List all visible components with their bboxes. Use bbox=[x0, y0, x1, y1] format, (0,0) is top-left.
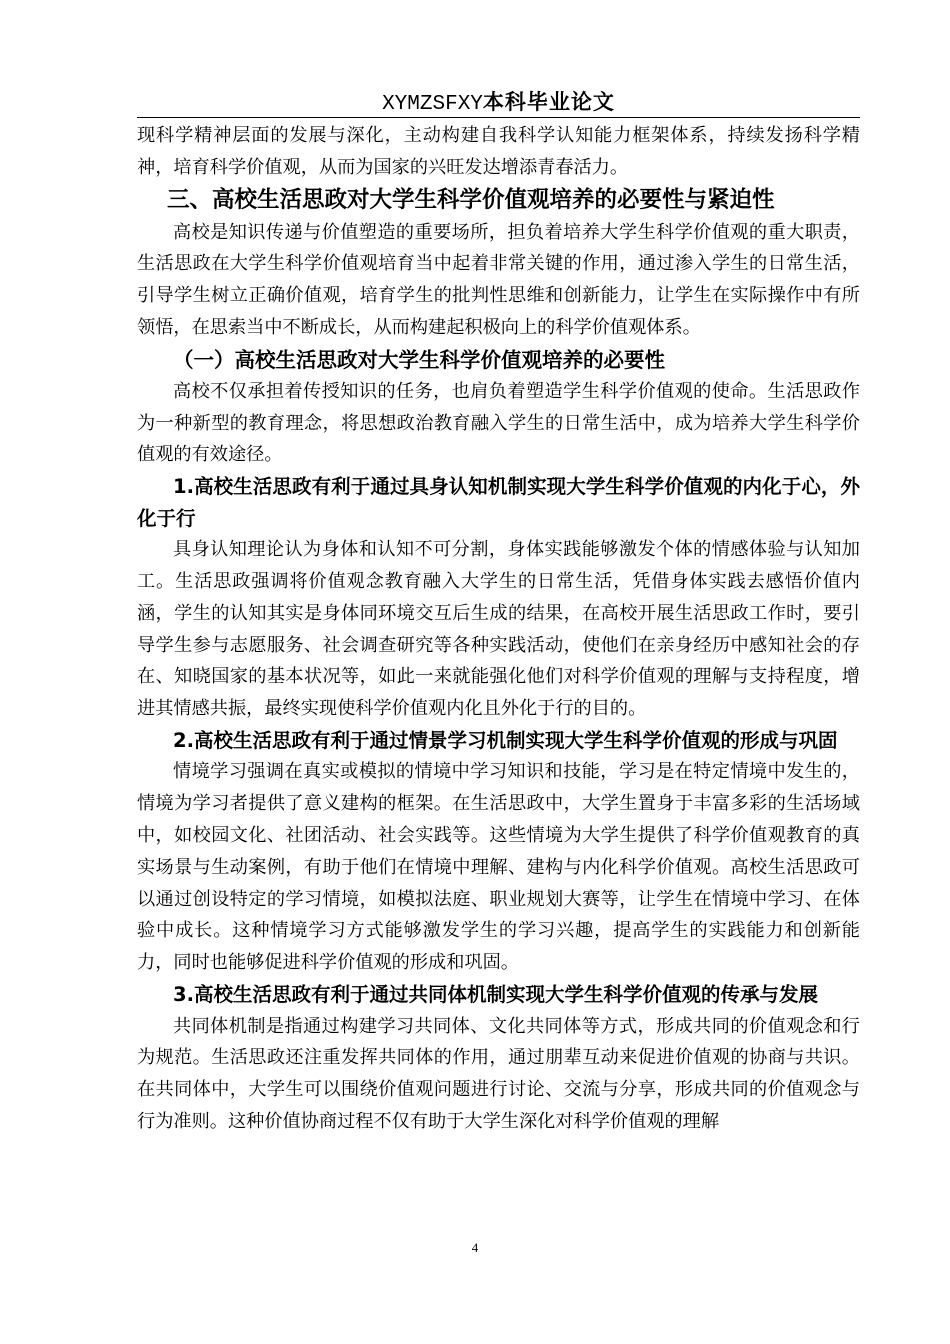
paragraph-embodied-cognition: 具身认知理论认为身体和认知不可分割，身体实践能够激发个体的情感体验与认知加工。生活思政强调将价值观念教育融入大学生的日常生活，凭借身体实践去感悟价值内涵，学生的认知其实是身体同环境交互后生成的结果，在高校开展生活思政工作时，要引导学生参与志愿服务、社会调查研究等各种实践活动，使他们在亲身经历中感知社会的存在、知晓国家的基本状况等，如此一来就能强化他们对科学价值观的理解与支持程度，增进其情感共振，最终实现使科学价值观内化且外化于行的目的。 bbox=[137, 539, 860, 720]
page-body bbox=[137, 120, 860, 1138]
header-title: 本科毕业论文 bbox=[482, 90, 615, 114]
page-number: 4 bbox=[471, 1240, 479, 1255]
paragraph-continued: 现科学精神层面的发展与深化，主动构建自我科学认知能力框架体系，持续发扬科学精神，培育科学价值观，从而为国家的兴旺发达增添青春活力。 bbox=[137, 125, 860, 178]
item-heading-1: 1.高校生活思政有利于通过具身认知机制实现大学生科学价值观的内化于心，外化于行 bbox=[137, 475, 860, 530]
section-heading-3: 三、高校生活思政对大学生科学价值观培养的必要性与紧迫性 bbox=[167, 186, 775, 213]
item-heading-2: 2.高校生活思政有利于通过情景学习机制实现大学生科学价值观的形成与巩固 bbox=[173, 728, 838, 752]
page-header bbox=[137, 88, 860, 116]
paragraph-situated-learning: 情境学习强调在真实或模拟的情境中学习知识和技能，学习是在特定情境中发生的，情境为学习者提供了意义建构的框架。在生活思政中，大学生置身于丰富多彩的生活场域中，如校园文化、社团活动、社会实践等。这些情境为大学生提供了科学价值观教育的真实场景与生动案例，有助于他们在情境中理解、建构与内化科学价值观。高校生活思政可以通过创设特定的学习情境，如模拟法庭、职业规划大赛等，让学生在情境中学习、在体验中成长。这种情境学习方式能够激发学生的学习兴趣，提高学生的实践能力和创新能力，同时也能够促进科学价值观的形成和巩固。 bbox=[137, 761, 860, 974]
item-heading-3: 3.高校生活思政有利于通过共同体机制实现大学生科学价值观的传承与发展 bbox=[173, 983, 818, 1007]
paragraph-community: 共同体机制是指通过构建学习共同体、文化共同体等方式，形成共同的价值观念和行为规范。生活思政还注重发挥共同体的作用，通过朋辈互动来促进价值观的协商与共识。在共同体中，大学生可以围绕价值观问题进行讨论、交流与分享，形成共同的价值观念与行为准则。这种价值协商过程不仅有助于大学生深化对科学价值观的理解 bbox=[137, 1015, 860, 1132]
paragraph-necessity: 高校不仅承担着传授知识的任务，也肩负着塑造学生科学价值观的使命。生活思政作为一种新型的教育理念，将思想政治教育融入学生的日常生活中，成为培养大学生科学价值观的有效途径。 bbox=[137, 380, 860, 466]
header-rule bbox=[137, 117, 860, 118]
paragraph-intro: 高校是知识传递与价值塑造的重要场所，担负着培养大学生科学价值观的重大职责，生活思政在大学生科学价值观培育当中起着非常关键的作用，通过渗入学生的日常生活，引导学生树立正确价值观，培育学生的批判性思维和创新能力，让学生在实际操作中有所领悟，在思索当中不断成长，从而构建起积极向上的科学价值观体系。 bbox=[137, 221, 860, 338]
subsection-heading-1: （一）高校生活思政对大学生科学价值观培养的必要性 bbox=[173, 347, 665, 372]
header-code: XYMZSFXY bbox=[382, 93, 483, 116]
